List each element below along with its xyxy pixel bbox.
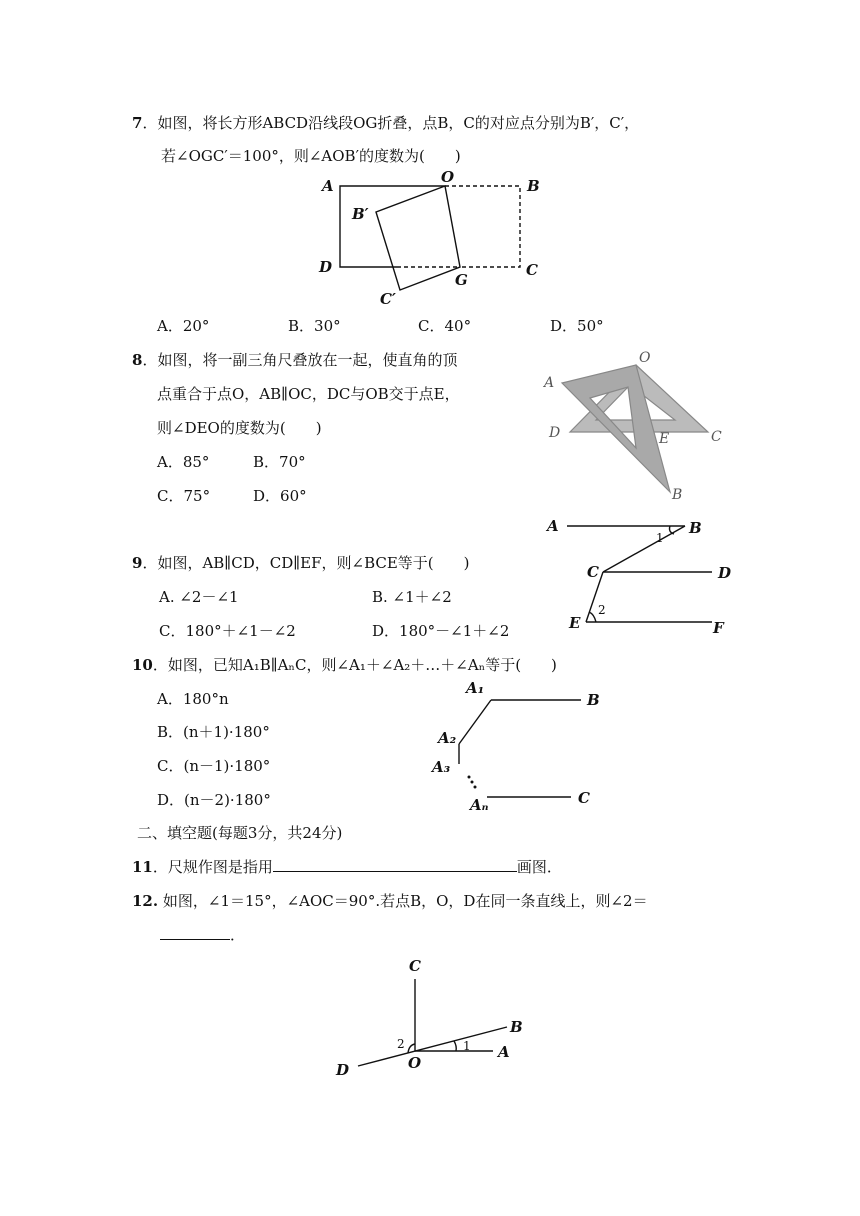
q9-label-c: C (587, 563, 599, 581)
q7-label-bprime: B′ (352, 205, 369, 223)
q9-label-b: B (689, 519, 702, 537)
q9-number: 9 (132, 554, 143, 572)
q7-label-g: G (455, 271, 468, 289)
q8-option-d: D．60° (253, 487, 307, 505)
q8-text1: ．如图，将一副三角尺叠放在一起，使直角的顶 (142, 351, 458, 369)
q11-number: 11 (132, 858, 153, 876)
q9-label-a: A (547, 517, 559, 535)
q8-label-b: B (672, 487, 683, 503)
q12-text2: ． (230, 926, 246, 944)
q7-label-a: A (322, 177, 334, 195)
q7-label-cprime: C′ (380, 290, 396, 308)
q7-text1: ．如图，将长方形ABCD沿线段OG折叠，点B，C的对应点分别为B′，C′， (142, 114, 640, 132)
q9-option-a: A. ∠2－∠1 (159, 588, 239, 606)
q7-option-d: D．50° (550, 317, 604, 335)
q12-label-2: 2 (397, 1037, 405, 1051)
q12-text1: 如图，∠1＝15°，∠AOC＝90°.若点B，O，D在同一条直线上，则∠2＝ (158, 892, 648, 910)
q8-option-a: A．85° (157, 453, 210, 471)
q12-label-1: 1 (463, 1039, 471, 1053)
q10-label-a1: A₁ (466, 679, 485, 697)
q9-option-b: B. ∠1＋∠2 (372, 588, 452, 606)
q10-option-d: D．(n－2)·180° (157, 791, 271, 809)
q12-line-db (358, 1027, 507, 1066)
q12-label-b: B (510, 1018, 523, 1036)
q7-option-c: C．40° (418, 317, 472, 335)
q7-text2: 若∠OGC′＝100°，则∠AOB′的度数为( ) (161, 147, 461, 165)
q9-option-c: C．180°＋∠1－∠2 (159, 622, 296, 640)
q8-label-c: C (711, 429, 722, 445)
q12-label-o: O (408, 1054, 422, 1072)
q9-label-e: E (569, 614, 581, 632)
q7-label-b: B (527, 177, 540, 195)
q7-option-b: B．30° (288, 317, 341, 335)
q7-option-a: A．20° (157, 317, 210, 335)
section-title: 二、填空题(每题3分，共24分) (137, 824, 343, 842)
q8-number: 8 (132, 351, 143, 369)
q10-label-b: B (587, 691, 600, 709)
q7-label-o: O (441, 168, 455, 186)
q9-label-1: 1 (656, 531, 664, 545)
q12-label-a: A (498, 1043, 510, 1061)
q9-label-2: 2 (598, 603, 606, 617)
q10-option-c: C．(n－1)·180° (157, 757, 271, 775)
q11-text-after: 画图． (516, 858, 562, 876)
q10-label-a3: A₃ (432, 758, 451, 776)
q10-label-c: C (578, 789, 590, 807)
q8-line2: 点重合于点O，AB∥OC，DC与OB交于点E， (157, 385, 460, 403)
q8-label-o: O (639, 350, 651, 366)
q11-text-before: ．尺规作图是指用 (152, 858, 273, 876)
q8-option-c: C．75° (157, 487, 211, 505)
q9-option-d: D．180°－∠1＋∠2 (372, 622, 510, 640)
q7-number: 7 (132, 114, 143, 132)
q10-option-b: B．(n＋1)·180° (157, 723, 270, 741)
q10-option-a: A．180°n (157, 690, 229, 708)
q8-label-a: A (544, 375, 555, 391)
q8-option-b: B．70° (253, 453, 306, 471)
q10-label-a2: A₂ (438, 729, 457, 747)
q8-label-e: E (659, 431, 670, 447)
q12-number: 12. (132, 892, 159, 910)
q7-label-c: C (526, 261, 538, 279)
q7-label-d: D (319, 258, 333, 276)
q12-label-c: C (409, 957, 421, 975)
q9-text1: ．如图，AB∥CD，CD∥EF，则∠BCE等于( ) (142, 554, 470, 572)
q12-label-d: D (336, 1061, 350, 1079)
q10-text1: ．如图，已知A₁B∥AₙC，则∠A₁＋∠A₂＋…＋∠Aₙ等于( ) (152, 656, 557, 674)
q8-line3: 则∠DEO的度数为( ) (157, 419, 322, 437)
q9-label-f: F (713, 619, 724, 637)
q10-number: 10 (132, 656, 153, 674)
q12-angle-1-arc (454, 1041, 456, 1051)
q9-label-d: D (718, 564, 732, 582)
q10-label-an: Aₙ (470, 796, 489, 814)
q8-label-d: D (549, 425, 561, 441)
